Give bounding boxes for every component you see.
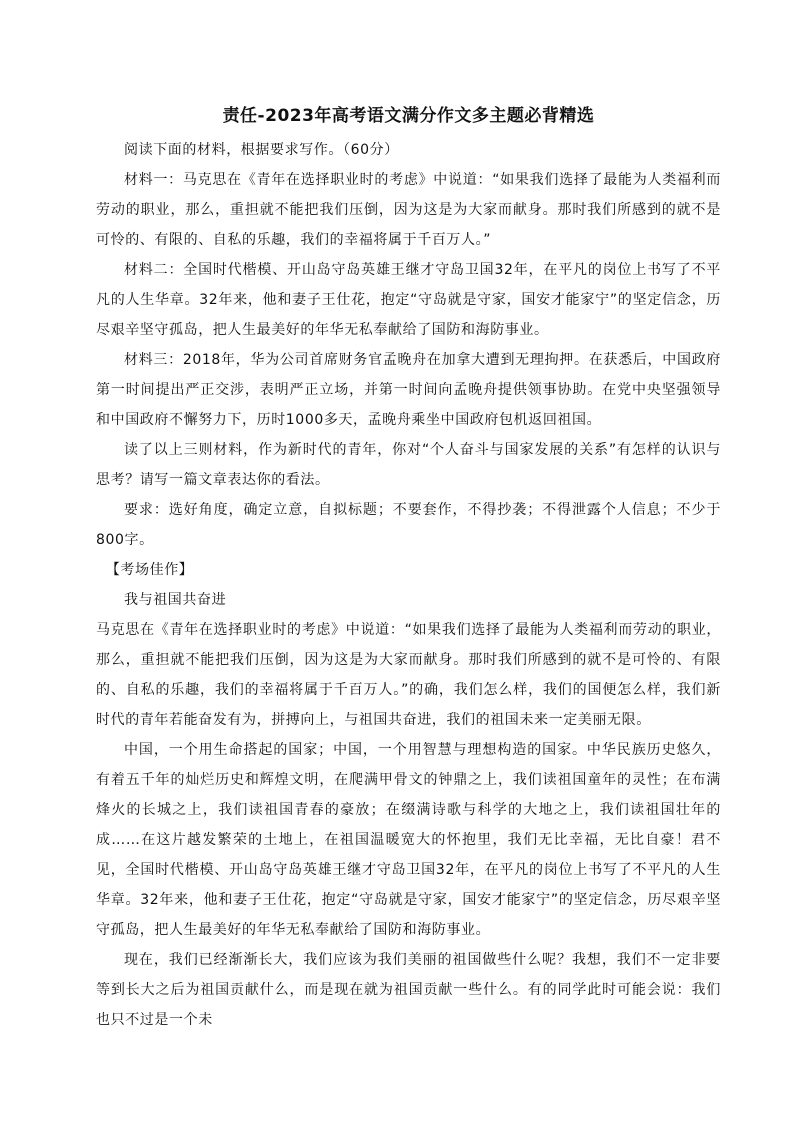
document-title: 责任-2023年高考语文满分作文多主题必背精选: [222, 106, 595, 126]
essay-title: 我与祖国共奋进: [124, 592, 227, 608]
requirements-text: 要求：选好角度，确定立意，自拟标题；不要套作，不得抄袭；不得泄露个人信息；不少于800字。: [96, 502, 721, 548]
essay-paragraph-1: 马克思在《青年在选择职业时的考虑》中说道：“如果我们选择了最能为人类福利而劳动的职业，那么，重担就不能把我们压倒，因为这是为大家而献身。那时我们所感到的就不是可怜的、有限的、自私的乐趣，我们的幸福将属于千百万人。”的确，我们怎么样，我们的国便怎么样，我们新时代的青年若能奋发有为，拼搏向上，与祖国共奋进，我们的祖国未来一定美丽无限。: [96, 622, 721, 728]
writing-prompt: 读了以上三则材料，作为新时代的青年，你对“个人奋斗与国家发展的关系”有怎样的认识与思考？请写一篇文章表达你的看法。: [96, 442, 721, 488]
section-heading: 【考场佳作】: [105, 562, 194, 578]
material-two: 材料二：全国时代楷模、开山岛守岛英雄王继才守岛卫国32年，在平凡的岗位上书写了不平凡的人生华章。32年来，他和妻子王仕花，抱定“守岛就是守家，国安才能家宁”的坚定信念，历尽艰辛坚守孤岛，把人生最美好的年华无私奉献给了国防和海防事业。: [96, 262, 721, 338]
essay-paragraph-2: 中国，一个用生命搭起的国家；中国，一个用智慧与理想构造的国家。中华民族历史悠久，有着五千年的灿烂历史和辉煌文明，在爬满甲骨文的钟鼎之上，我们读祖国童年的灵性；在布满烽火的长城之上，我们读祖国青春的豪放；在缀满诗歌与科学的大地之上，我们读祖国壮年的成……在这片越发繁荣的土地上，在祖国温暖宽大的怀抱里，我们无比幸福，无比自豪！君不见，全国时代楷模、开山岛守岛英雄王继才守岛卫国32年，在平凡的岗位上书写了不平凡的人生华章。32年来，他和妻子王仕花，抱定“守岛就是守家，国安才能家宁”的坚定信念，历尽艰辛坚守孤岛，把人生最美好的年华无私奉献给了国防和海防事业。: [96, 742, 721, 938]
document-content: [96, 103, 721, 1035]
material-one: 材料一：马克思在《青年在选择职业时的考虑》中说道：“如果我们选择了最能为人类福利而劳动的职业，那么，重担就不能把我们压倒，因为这是为大家而献身。那时我们所感到的就不是可怜的、有限的、自私的乐趣，我们的幸福将属于千百万人。”: [96, 172, 721, 248]
material-three: 材料三：2018年，华为公司首席财务官孟晚舟在加拿大遭到无理拘押。在获悉后，中国政府第一时间提出严正交涉，表明严正立场，并第一时间向孟晚舟提供领事协助。在党中央坚强领导和中国政府不懈努力下，历时1000多天，孟晚舟乘坐中国政府包机返回祖国。: [96, 352, 721, 428]
instruction-text: 阅读下面的材料，根据要求写作。（60分）: [124, 142, 399, 158]
essay-paragraph-3: 现在，我们已经渐渐长大，我们应该为我们美丽的祖国做些什么呢？我想，我们不一定非要等到长大之后为祖国贡献什么，而是现在就为祖国贡献一些什么。有的同学此时可能会说：我们也只不过是一个未: [96, 952, 721, 1028]
